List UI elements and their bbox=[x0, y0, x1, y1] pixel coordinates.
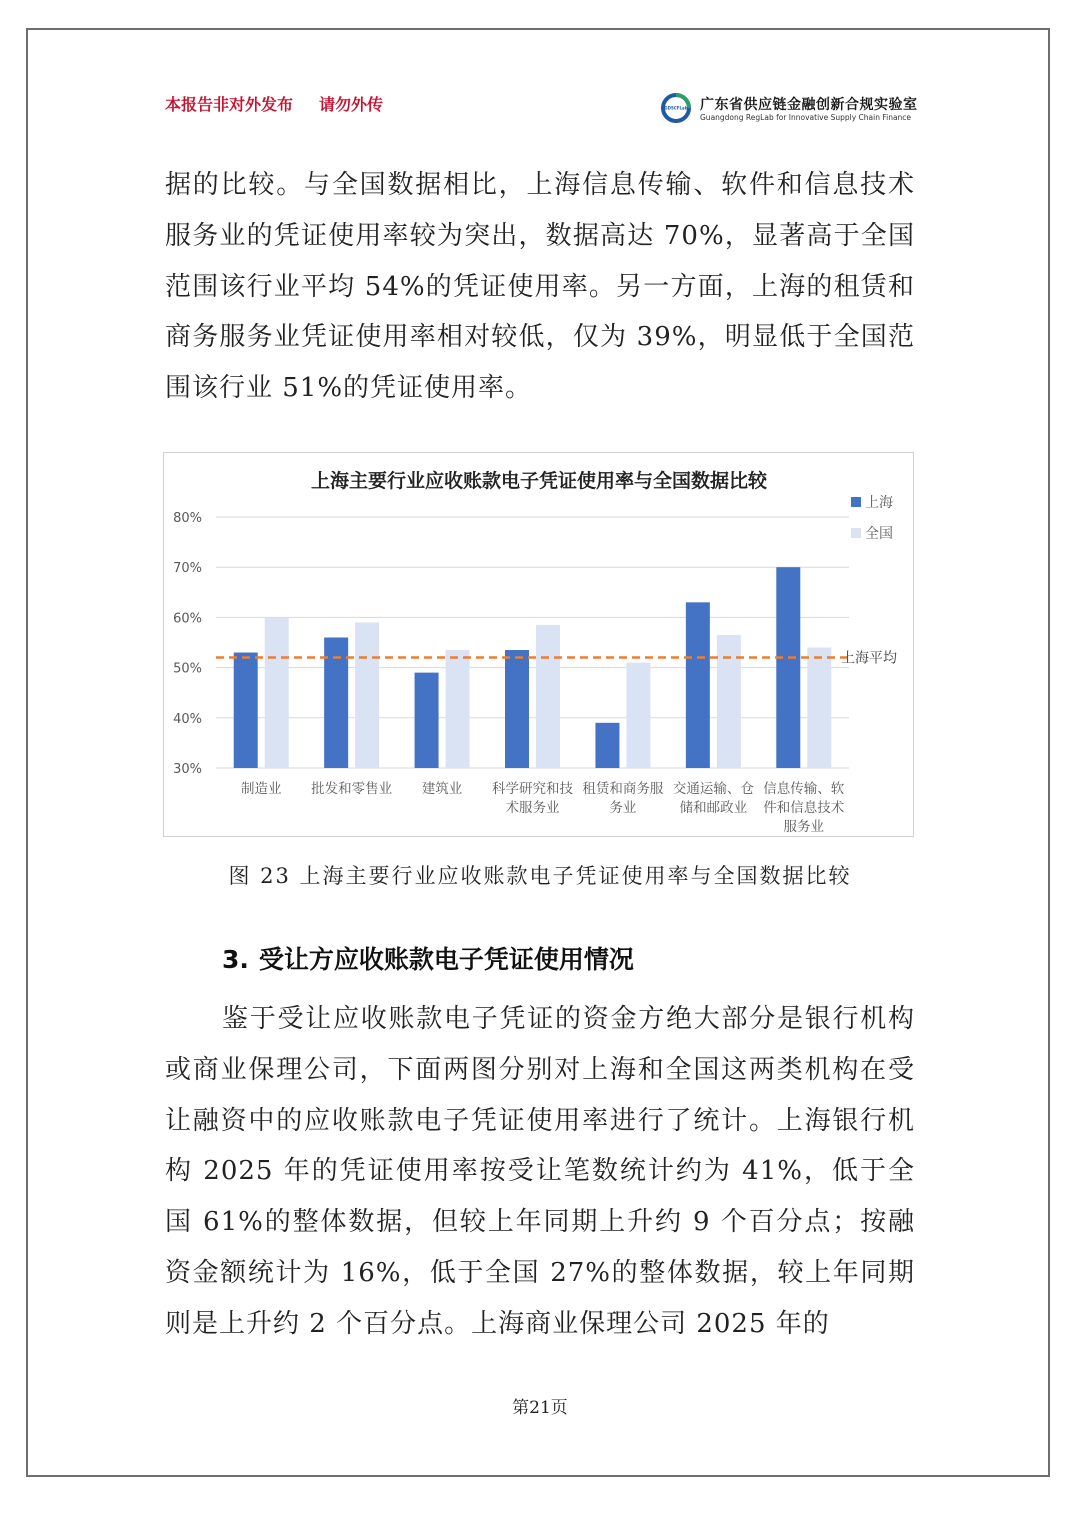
y-tick-label: 80% bbox=[173, 511, 202, 526]
legend-label: 上海 bbox=[865, 495, 893, 511]
lab-name-en: Guangdong RegLab for Innovative Supply Chain Finance bbox=[700, 113, 912, 122]
bar-national bbox=[265, 617, 289, 768]
legend-swatch bbox=[851, 528, 861, 538]
bar-shanghai bbox=[505, 650, 529, 768]
x-tick-label: 信息传输、软 bbox=[763, 781, 845, 797]
bar-national bbox=[355, 622, 379, 768]
bar-shanghai bbox=[686, 602, 710, 768]
chart-title: 上海主要行业应收账款电子凭证使用率与全国数据比较 bbox=[310, 470, 768, 492]
x-tick-label: 科学研究和技 bbox=[492, 781, 573, 797]
section-heading bbox=[222, 940, 634, 976]
body-paragraph-2: 鉴于受让应收账款电子凭证的资金方绝大部分是银行机构或商业保理公司，下面两图分别对上海和全国这两类机构在受让融资中的应收账款电子凭证使用率进行了统计。上海银行机构 2025 年的凭证使用率按受让笔数统计约为 41%，低于全国 61%的整体数据，但较上年同期上升约 9 个百分点；按融资金额统计为 16%，低于全国 27%的整体数据，较上年同期则是上升约 2 个百分点。上海商业保理公司 2025 年的 bbox=[165, 1004, 915, 1339]
legend-swatch bbox=[851, 497, 861, 507]
x-tick-label: 服务业 bbox=[783, 819, 825, 835]
bar-national bbox=[626, 663, 650, 768]
y-tick-label: 70% bbox=[173, 561, 202, 577]
average-line-label: 上海平均 bbox=[841, 650, 897, 667]
y-tick-label: 50% bbox=[173, 661, 202, 677]
bar-national bbox=[536, 625, 560, 768]
x-tick-label: 交通运输、仓 bbox=[672, 781, 754, 797]
bar-shanghai bbox=[415, 673, 439, 768]
bar-shanghai bbox=[776, 567, 800, 768]
x-tick-label: 批发和零售业 bbox=[311, 781, 393, 797]
bar-national bbox=[446, 650, 470, 768]
figure-caption: 图 23 上海主要行业应收账款电子凭证使用率与全国数据比较 bbox=[228, 864, 852, 888]
section-title-text: 受让方应收账款电子凭证使用情况 bbox=[258, 945, 634, 974]
x-tick-label: 租赁和商务服 bbox=[582, 781, 664, 797]
x-tick-label: 务业 bbox=[609, 800, 637, 816]
confidential-notice bbox=[165, 92, 409, 115]
chart-container bbox=[163, 452, 914, 837]
lab-name-cn: 广东省供应链金融创新合规实验室 bbox=[700, 97, 918, 113]
page-number: 第21页 bbox=[512, 1398, 568, 1418]
notice-not-public: 本报告非对外发布 bbox=[165, 95, 294, 114]
bar-national bbox=[717, 635, 741, 768]
bar-national bbox=[807, 648, 831, 768]
bar-shanghai bbox=[234, 653, 258, 768]
section-number: 3. bbox=[222, 945, 249, 974]
y-tick-label: 60% bbox=[173, 611, 202, 627]
bar-chart bbox=[164, 453, 915, 838]
notice-do-not-share: 请勿外传 bbox=[319, 95, 384, 114]
x-tick-label: 件和信息技术 bbox=[763, 800, 845, 816]
y-tick-label: 30% bbox=[173, 762, 202, 777]
lab-logo-icon bbox=[660, 92, 692, 124]
logo-badge-text: GDSCFLab bbox=[664, 105, 688, 111]
body-paragraph-1: 据的比较。与全国数据相比，上海信息传输、软件和信息技术服务业的凭证使用率较为突出，数据高达 70%，显著高于全国范围该行业平均 54%的凭证使用率。另一方面，上海的租赁和商务服务业凭证使用率相对较低，仅为 39%，明显低于全国范围该行业 51%的凭证使用率。 bbox=[165, 170, 915, 404]
x-tick-label: 储和邮政业 bbox=[679, 800, 748, 816]
legend-label: 全国 bbox=[865, 526, 893, 542]
y-tick-label: 40% bbox=[173, 711, 202, 727]
bar-shanghai bbox=[595, 723, 619, 768]
x-tick-label: 建筑业 bbox=[421, 781, 463, 797]
x-tick-label: 术服务业 bbox=[505, 800, 560, 816]
x-tick-label: 制造业 bbox=[240, 781, 282, 797]
lab-logo bbox=[660, 92, 918, 126]
